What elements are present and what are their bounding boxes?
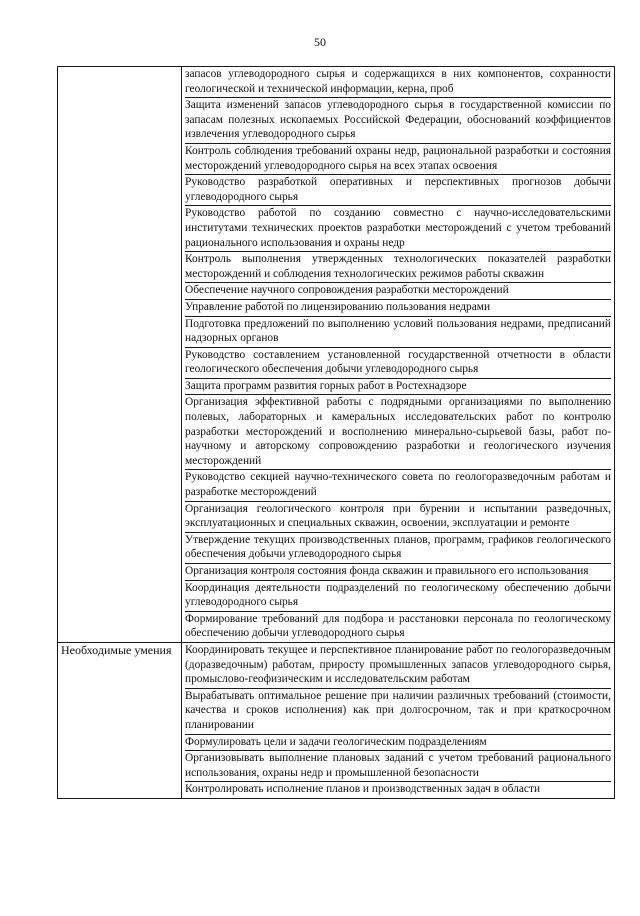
list-item: Защита изменений запасов углеводородного сырья в государственной комиссии по запасам полезных ископаемых Российской Федерации, обоснований коэффициентов извлечения углеводородного сырья — [185, 98, 611, 144]
list-item: Вырабатывать оптимальное решение при наличии различных требований (стоимости, качества и сроков исполнения) как при долгосрочном, так и при краткосрочном планировании — [185, 689, 611, 735]
list-item: Подготовка предложений по выполнению условий пользования недрами, предписаний надзорных органов — [185, 317, 611, 348]
list-item: Защита программ развития горных работ в Ростехнадзоре — [185, 379, 611, 396]
row-content-cell — [182, 642, 615, 798]
list-item: Организация контроля состояния фонда скважин и правильного его использования — [185, 564, 611, 581]
list-item: Формулировать цели и задачи геологическим подразделениям — [185, 735, 611, 752]
row-label: Необходимые умения — [61, 642, 172, 657]
competency-table — [57, 66, 615, 799]
row-label-cell — [58, 67, 182, 643]
list-item: Руководство работой по созданию совместно с научно-исследовательскими институтами технических проектов разработки месторождений с учетом требований рационального использования и охраны недр — [185, 206, 611, 252]
list-item: Контролировать исполнение планов и производственных задач в области — [185, 783, 541, 796]
list-item: Обеспечение научного сопровождения разработки месторождений — [185, 283, 611, 300]
table-row-required-skills — [58, 642, 615, 798]
list-item: Координация деятельности подразделений по геологическому обеспечению добычи углеводородного сырья — [185, 581, 611, 612]
list-item: Организация геологического контроля при бурении и испытании разведочных, эксплуатационных и специальных скважин, освоении, эксплуатации и ремонте — [185, 502, 611, 533]
list-item: Управление работой по лицензированию пользования недрами — [185, 300, 611, 317]
row-content-cell — [182, 67, 615, 643]
list-item: Организовывать выполнение плановых заданий с учетом требований рационального использования, охраны недр и промышленной безопасности — [185, 751, 611, 782]
list-item: Координировать текущее и перспективное планирование работ по геологоразведочным (доразведочным) работам, приросту промышленных запасов углеводородного сырья, промыслово-геофизическим и исследовательским работам — [185, 643, 611, 689]
list-item: Контроль соблюдения требований охраны недр, рациональной разработки и состояния месторождений углеводородного сырья на всех этапах освоения — [185, 144, 611, 175]
page-number: 50 — [314, 35, 326, 49]
list-item: Утверждение текущих производственных планов, программ, графиков геологического обеспечения добычи углеводородного сырья — [185, 533, 611, 564]
list-item: Формирование требований для подбора и расстановки персонала по геологическому обеспечению добычи углеводородного сырья — [185, 612, 611, 640]
list-item: Контроль выполнения утвержденных технологических показателей разработки месторождений и соблюдения технологических режимов работы скважин — [185, 252, 611, 283]
list-item: запасов углеводородного сырья и содержащихся в них компонентов, сохранности геологической и технической информации, керна, проб — [185, 67, 611, 98]
list-item: Организация эффективной работы с подрядными организациями по выполнению полевых, лабораторных и камеральных исследовательских работ по контролю разработки месторождений и восполнению минерально-сырьевой базы, работ по-научному и авторскому сопровождению разработки и геологического изучения месторождений — [185, 395, 611, 470]
list-item: Руководство секцией научно-технического совета по геологоразведочным работам и разработке месторождений — [185, 470, 611, 501]
list-item: Руководство разработкой оперативных и перспективных прогнозов добычи углеводородного сырья — [185, 175, 611, 206]
table-row-labor-actions — [58, 67, 615, 643]
row-label-cell — [58, 642, 182, 798]
list-item: Руководство составлением установленной государственной отчетности в области геологического обеспечения добычи углеводородного сырья — [185, 348, 611, 379]
